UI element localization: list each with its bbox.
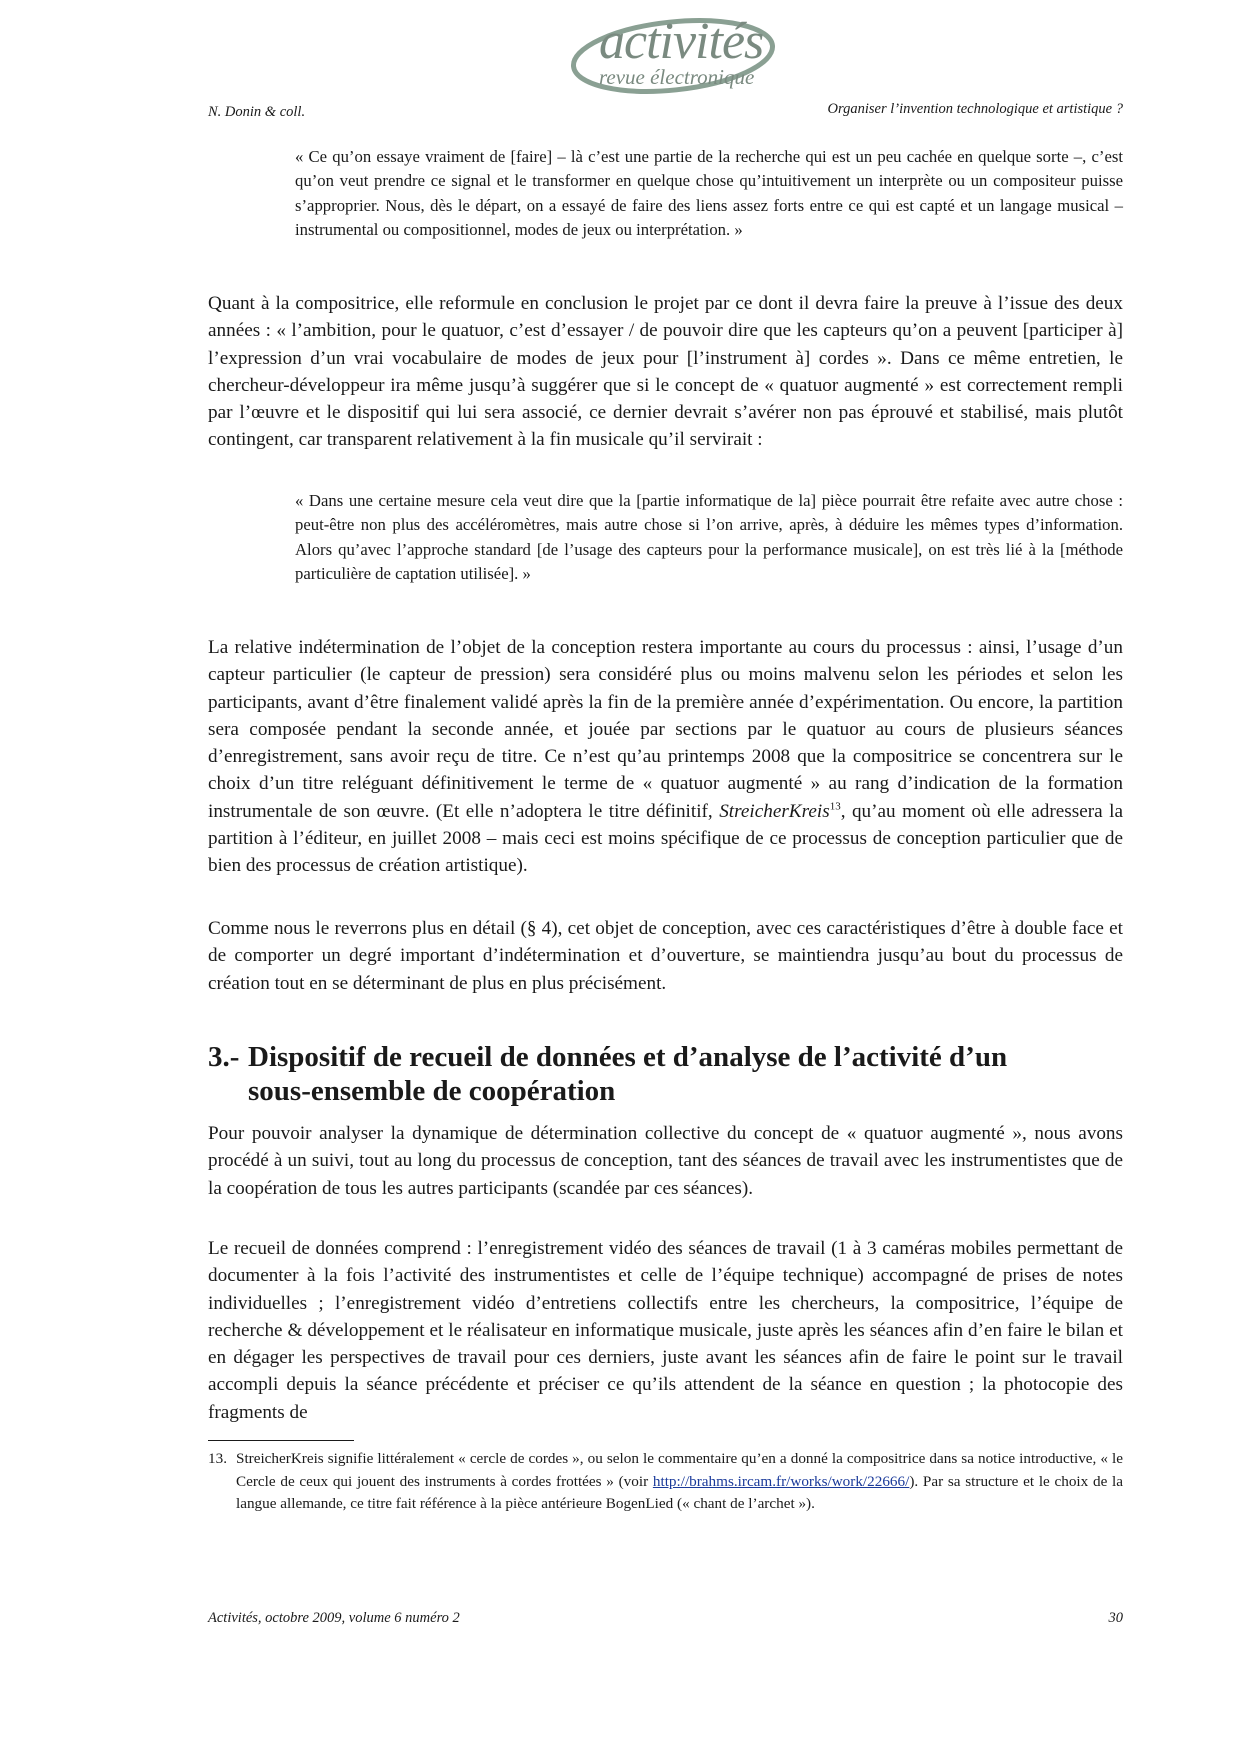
quote-text: « Dans une certaine mesure cela veut dire que la [partie informatique de la] pièce pourrait être refaite avec autre chose : peut-être non plus des accéléromètres, mais autre chose si l’on arrive, après, à déduire les mêmes types d’information. Alors qu’avec l’approche standard [de l’usage des capteurs pour la performance musicale], on est très lié à la [méthode particulière de captation utilisée]. »: [295, 491, 1123, 583]
block-quote-2: [295, 489, 1123, 586]
paragraph-4: [208, 1120, 1123, 1202]
block-quote-1: [295, 145, 1123, 242]
footnote-13: [208, 1448, 1123, 1516]
running-header-authors: N. Donin & coll.: [208, 104, 306, 120]
paragraph-2: [208, 634, 1123, 880]
running-header-title: Organiser l’invention technologique et artistique ?: [827, 101, 1123, 117]
paragraph-text-start: La relative indétermination de l’objet de la conception restera importante au cours du processus : ainsi, l’usage d’un capteur particulier (le capteur de pression) sera considéré plus ou moins malvenu selon les périodes et selon les participants, avant d’être finalement validé après la fin de la première année d’expérimentation. Ou encore, la partition sera composée pendant la seconde année, et jouée par sections par le quatuor au cours de plusieurs séances d’enregistrement, sans avoir reçu de titre. Ce n’est qu’au printemps 2008 que la compositrice se concentrera sur le choix d’un titre reléguant définitivement le terme de « quatuor augmenté » au rang d’indication de la formation instrumentale de son œuvre. (Et elle n’adoptera le titre définitif,: [208, 637, 1123, 822]
footnote-number: 13.: [208, 1450, 227, 1467]
paragraph-text: Quant à la compositrice, elle reformule en conclusion le projet par ce dont il devra faire la preuve à l’issue des deux années : « l’ambition, pour le quatuor, c’est d’essayer / de pouvoir dire que les capteurs qu’on a peuvent [participer à] l’expression d’un vrai vocabulaire de modes de jeux pour [l’instrument à] cordes ». Dans ce même entretien, le chercheur-développeur ira même jusqu’à suggérer que si le concept de « quatuor augmenté » est correctement rempli par l’œuvre et le dispositif qui lui sera associé, ce dernier devrait s’avérer non pas éprouvé et stabilisé, mais plutôt contingent, car transparent relativement à la fin musicale qu’il servirait :: [208, 293, 1123, 451]
footnote-text-start: StreicherKreis signifie littéralement « cercle de cordes », ou selon le commentaire qu’en a donné la compositrice dans sa notice introductive, « le Cercle de ceux qui jouent des instruments à cordes frottées » (voir: [236, 1450, 1123, 1490]
paragraph-1: [208, 290, 1123, 454]
paragraph-text: Le recueil de données comprend : l’enregistrement vidéo des séances de travail (1 à 3 caméras mobiles permettant de documenter à la fois l’activité des instrumentistes et celle de l’équipe technique) accompagné de prises de notes individuelles ; l’enregistrement vidéo d’entretiens collectifs entre les chercheurs, la compositrice, l’équipe de recherche & développement et le réalisateur en informatique musicale, juste après les séances afin d’en faire le bilan et en dégager les perspectives de travail pour ces derniers, juste avant les séances afin de faire le point sur le travail accompli depuis la séance précédente et préciser ce qu’ils attendent de la séance en question ; la photocopie des fragments de: [208, 1238, 1123, 1423]
footnote-text: [208, 1448, 1123, 1516]
footer-citation: Activités, octobre 2009, volume 6 numéro 2: [208, 1610, 460, 1626]
section-heading: [208, 1040, 1123, 1108]
work-title: StreicherKreis: [719, 800, 830, 822]
section-title-line2: sous-ensemble de coopération: [248, 1075, 616, 1107]
quote-text: « Ce qu’on essaye vraiment de [faire] – là c’est une partie de la recherche qui est un peu cachée en quelque sorte –, c’est qu’on veut prendre ce signal et le transformer en quelque chose qu’intuitivement un interprète ou un compositeur puisse s’approprier. Nous, dès le départ, on a essayé de faire des liens assez forts entre ce qui est capté et un langage musical – instrumental ou compositionnel, modes de jeux ou interprétation. »: [295, 147, 1123, 239]
footnote-link[interactable]: http://brahms.ircam.fr/works/work/22666/: [652, 1472, 910, 1490]
paragraph-3: [208, 915, 1123, 997]
paragraph-5: [208, 1235, 1123, 1426]
journal-logo: [565, 12, 780, 102]
page-number: 30: [1108, 1610, 1123, 1626]
footnote-divider: [208, 1440, 354, 1441]
paragraph-text-end: , qu’au moment où elle adressera la partition à l’éditeur, en juillet 2008 – mais ceci est moins spécifique de ce processus de conception particulier que de bien des processus de création artistique).: [208, 800, 1123, 877]
paragraph-text: Pour pouvoir analyser la dynamique de détermination collective du concept de « quatuor augmenté », nous avons procédé à un suivi, tout au long du processus de conception, tant des séances de travail avec les instrumentistes que de la coopération de tous les autres participants (scandée par ces séances).: [208, 1123, 1123, 1199]
section-title-line1: Dispositif de recueil de données et d’analyse de l’activité d’un: [248, 1041, 1008, 1073]
section-number: 3.-: [208, 1041, 240, 1073]
footnote-text-end: ). Par sa structure et le choix de la langue allemande, ce titre fait référence à la pièce antérieure BogenLied (« chant de l’archet »).: [236, 1472, 1123, 1512]
paragraph-text: Comme nous le reverrons plus en détail (§ 4), cet objet de conception, avec ces caractéristiques d’être à double face et de comporter un degré important d’indétermination et d’ouverture, se maintiendra jusqu’au bout du processus de création tout en se déterminant de plus en plus précisément.: [208, 918, 1123, 994]
logo-subtitle: revue électronique: [599, 65, 755, 89]
footnote-ref[interactable]: 13: [829, 800, 841, 813]
logo-wordmark: activités: [599, 13, 764, 70]
paragraph-text: [208, 634, 1123, 880]
